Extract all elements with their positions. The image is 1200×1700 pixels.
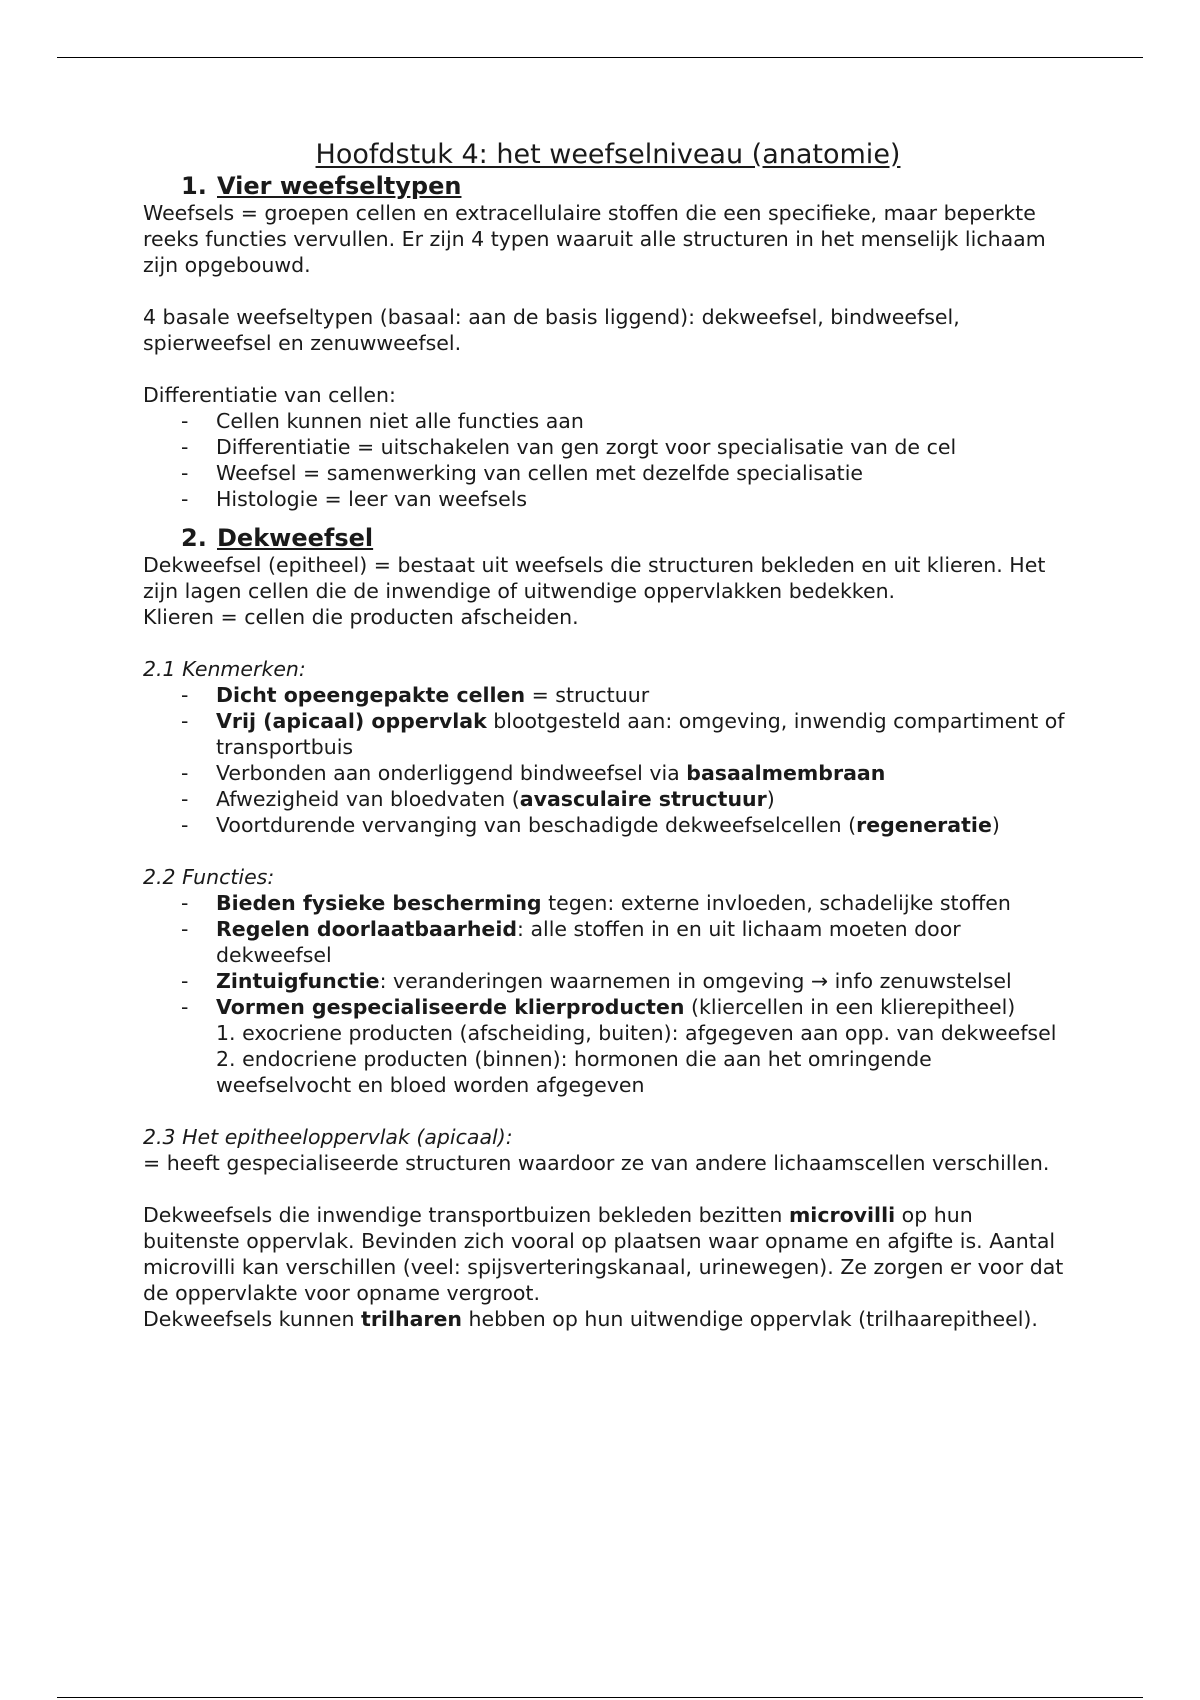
section-1-heading <box>181 172 1073 200</box>
list-item: - Weefsel = samenwerking van cellen met dezelfde specialisatie <box>143 460 1073 486</box>
oppervlak-subheading: 2.3 Het epitheeloppervlak (apicaal): <box>143 1125 513 1149</box>
document-body <box>143 138 1073 1332</box>
oppervlak-paragraph-2: Dekweefsels die inwendige transportbuizen bekleden bezitten microvilli op hun buitenste oppervlak. Bevinden zich vooral op plaatsen waar opname en afgifte is. Aantal microvilli kan verschillen (veel: spijsverteringskanaal, urinewegen). Ze zorgen er voor dat de oppervlakte voor opname vergroot. <box>143 1203 1064 1305</box>
section-2-number: 2. <box>181 524 207 552</box>
differentiatie-list <box>143 408 1073 512</box>
section-1-paragraph-2: 4 basale weefseltypen (basaal: aan de basis liggend): dekweefsel, bindweefsel, spierweefsel en zenuwweefsel. <box>143 305 960 355</box>
list-item: - Cellen kunnen niet alle functies aan <box>143 408 1073 434</box>
section-2-paragraph-2: Klieren = cellen die producten afscheiden. <box>143 605 579 629</box>
section-1-title: Vier weefseltypen <box>217 172 462 200</box>
list-item: - Histologie = leer van weefsels <box>143 486 1073 512</box>
list-item: - Differentiatie = uitschakelen van gen zorgt voor specialisatie van de cel <box>143 434 1073 460</box>
page-title: Hoofdstuk 4: het weefselniveau (anatomie) <box>315 139 901 170</box>
section-1-paragraph-1: Weefsels = groepen cellen en extracellulaire stoffen die een specifieke, maar beperkte reeks functies vervullen. Er zijn 4 typen waaruit alle structuren in het menselijk lichaam zijn opgebouwd. <box>143 201 1046 277</box>
list-item: - Vormen gespecialiseerde klierproducten (kliercellen in een klierepitheel) 1. exocriene producten (afscheiding, buiten): afgegeven aan opp. van dekweefsel 2. endocriene producten (binnen): hormonen die aan het omringende weefselvocht en bloed worden afgegeven <box>143 994 1073 1098</box>
list-item: - Verbonden aan onderliggend bindweefsel via basaalmembraan <box>143 760 1073 786</box>
section-1-number: 1. <box>181 172 207 200</box>
list-item: - Afwezigheid van bloedvaten (avasculaire structuur) <box>143 786 1073 812</box>
kenmerken-list <box>143 682 1073 838</box>
section-2-heading <box>181 524 1073 552</box>
list-item: - Vrij (apicaal) oppervlak blootgesteld aan: omgeving, inwendig compartiment of transportbuis <box>143 708 1073 760</box>
list-item: - Regelen doorlaatbaarheid: alle stoffen in en uit lichaam moeten door dekweefsel <box>143 916 1073 968</box>
functies-list <box>143 890 1073 1098</box>
list-item: - Dicht opeengepakte cellen = structuur <box>143 682 1073 708</box>
section-1-paragraph-3: Differentiatie van cellen: <box>143 383 396 407</box>
oppervlak-paragraph-1: = heeft gespecialiseerde structuren waardoor ze van andere lichaamscellen verschillen. <box>143 1151 1050 1175</box>
functies-subheading: 2.2 Functies: <box>143 865 275 889</box>
section-2-paragraph-1: Dekweefsel (epitheel) = bestaat uit weefsels die structuren bekleden en uit klieren. Het zijn lagen cellen die de inwendige of uitwendige oppervlakken bedekken. <box>143 553 1046 603</box>
top-rule <box>57 57 1143 58</box>
kenmerken-subheading: 2.1 Kenmerken: <box>143 657 306 681</box>
bottom-rule <box>57 1697 1143 1698</box>
oppervlak-paragraph-3: Dekweefsels kunnen trilharen hebben op hun uitwendige oppervlak (trilhaarepitheel). <box>143 1307 1038 1331</box>
list-item: - Zintuigfunctie: veranderingen waarnemen in omgeving → info zenuwstelsel <box>143 968 1073 994</box>
list-item: - Bieden fysieke bescherming tegen: externe invloeden, schadelijke stoffen <box>143 890 1073 916</box>
section-2-title: Dekweefsel <box>217 524 374 552</box>
list-item: - Voortdurende vervanging van beschadigde dekweefselcellen (regeneratie) <box>143 812 1073 838</box>
